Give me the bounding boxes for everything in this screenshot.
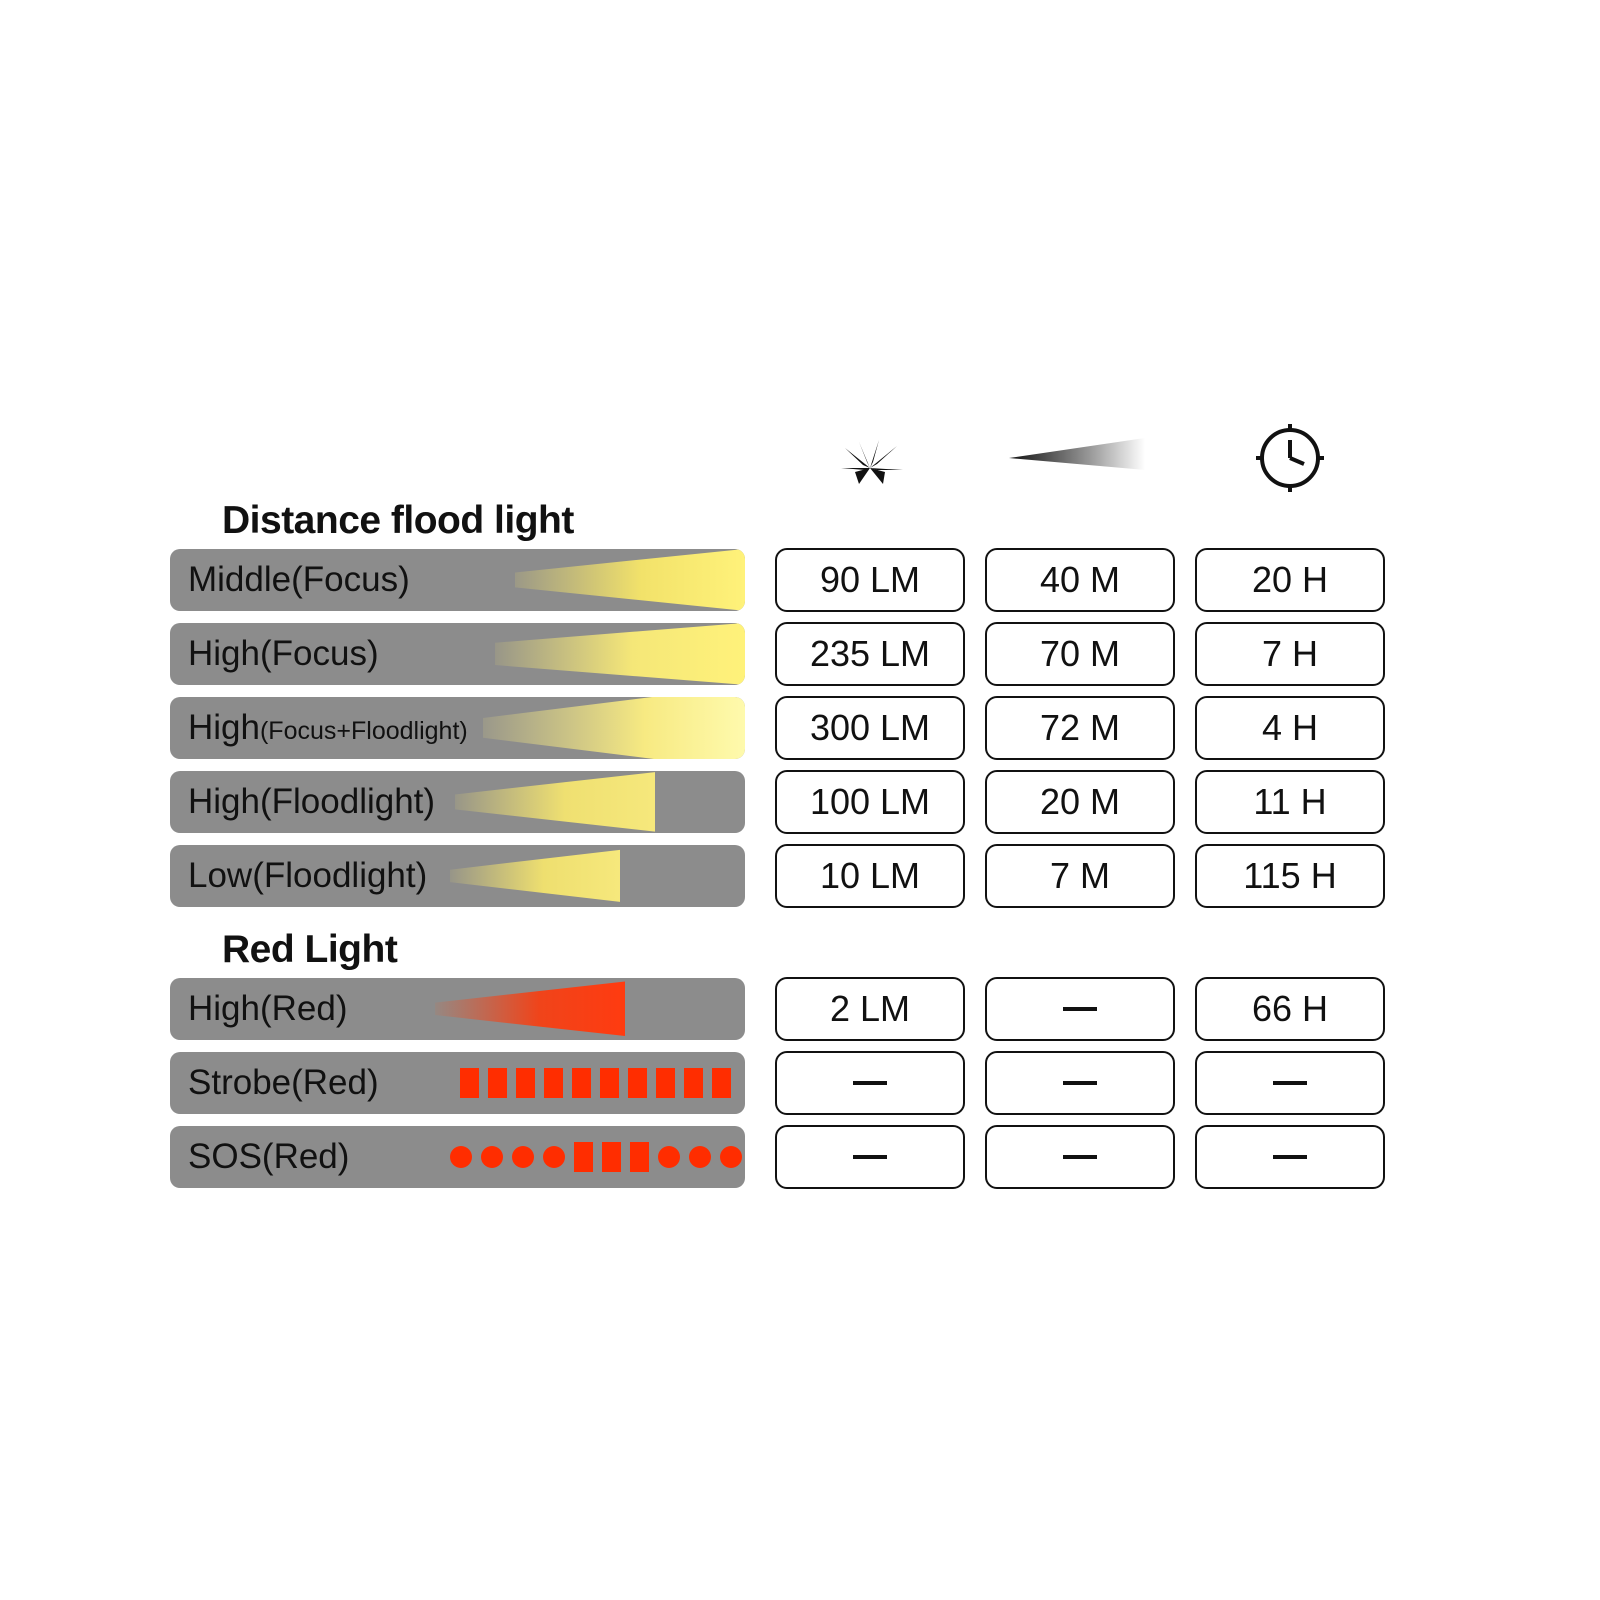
spec-row	[170, 549, 1410, 611]
runtime-value: 115 H	[1195, 844, 1385, 908]
lumens-value	[775, 1051, 965, 1115]
mode-bar-high-red[interactable]	[170, 978, 745, 1040]
mode-label: Low(Floodlight)	[188, 856, 428, 896]
spec-row	[170, 623, 1410, 685]
mode-bar-sos-red[interactable]	[170, 1126, 745, 1188]
runtime-value	[1195, 1051, 1385, 1115]
mode-label: High(Focus)	[188, 634, 379, 674]
lumens-value: 300 LM	[775, 696, 965, 760]
section-title-distance: Distance flood light	[222, 499, 574, 542]
distance-value	[985, 1051, 1175, 1115]
dash-icon	[1273, 1081, 1307, 1085]
beam-cone-icon	[455, 771, 655, 833]
spec-column-icons	[170, 420, 1410, 500]
lumens-value: 235 LM	[775, 622, 965, 686]
mode-bar-strobe-red[interactable]	[170, 1052, 745, 1114]
spec-row	[170, 1052, 1410, 1114]
spec-row	[170, 771, 1410, 833]
mode-label: Strobe(Red)	[188, 1063, 379, 1103]
lumens-value: 2 LM	[775, 977, 965, 1041]
lumens-value: 100 LM	[775, 770, 965, 834]
spec-row	[170, 1126, 1410, 1188]
mode-bar-high-focus[interactable]	[170, 623, 745, 685]
runtime-value	[1195, 1125, 1385, 1189]
clock-icon	[1195, 420, 1385, 496]
brightness-burst-icon	[775, 420, 965, 496]
section-title-red-light: Red Light	[222, 927, 398, 971]
distance-value: 72 M	[985, 696, 1175, 760]
dash-icon	[1063, 1081, 1097, 1085]
beam-cone-icon	[515, 549, 745, 611]
distance-value: 40 M	[985, 548, 1175, 612]
mode-label-sub: (Focus+Floodlight)	[259, 717, 468, 746]
mode-bar-high-floodlight[interactable]	[170, 771, 745, 833]
lumens-value: 90 LM	[775, 548, 965, 612]
mode-label: SOS(Red)	[188, 1137, 350, 1177]
mode-label: High(Floodlight)	[188, 782, 436, 822]
beam-cone-red-icon	[435, 978, 625, 1040]
light-mode-spec-table	[170, 420, 1410, 1200]
beam-cone-icon	[450, 845, 620, 907]
dash-icon	[1273, 1155, 1307, 1159]
runtime-value: 11 H	[1195, 770, 1385, 834]
mode-label: High(Focus+Floodlight)	[188, 708, 468, 748]
distance-value: 70 M	[985, 622, 1175, 686]
dash-icon	[853, 1155, 887, 1159]
mode-label: Middle(Focus)	[188, 560, 410, 600]
spec-row	[170, 978, 1410, 1040]
mode-bar-high-focus-floodlight[interactable]	[170, 697, 745, 759]
distance-value: 7 M	[985, 844, 1175, 908]
mode-label: High(Red)	[188, 989, 348, 1029]
spec-row	[170, 697, 1410, 759]
dash-icon	[1063, 1155, 1097, 1159]
beam-cone-icon	[495, 623, 745, 685]
runtime-value: 7 H	[1195, 622, 1385, 686]
spec-row	[170, 845, 1410, 907]
distance-value	[985, 1125, 1175, 1189]
dash-icon	[853, 1081, 887, 1085]
mode-bar-middle-focus[interactable]	[170, 549, 745, 611]
distance-value: 20 M	[985, 770, 1175, 834]
runtime-value: 4 H	[1195, 696, 1385, 760]
beam-distance-icon	[985, 420, 1175, 496]
lumens-value: 10 LM	[775, 844, 965, 908]
distance-value	[985, 977, 1175, 1041]
runtime-value: 20 H	[1195, 548, 1385, 612]
sos-pattern-icon	[450, 1142, 742, 1172]
beam-cone-icon	[483, 697, 745, 759]
strobe-pattern-icon	[460, 1068, 731, 1098]
lumens-value	[775, 1125, 965, 1189]
dash-icon	[1063, 1007, 1097, 1011]
mode-bar-low-floodlight[interactable]	[170, 845, 745, 907]
runtime-value: 66 H	[1195, 977, 1385, 1041]
